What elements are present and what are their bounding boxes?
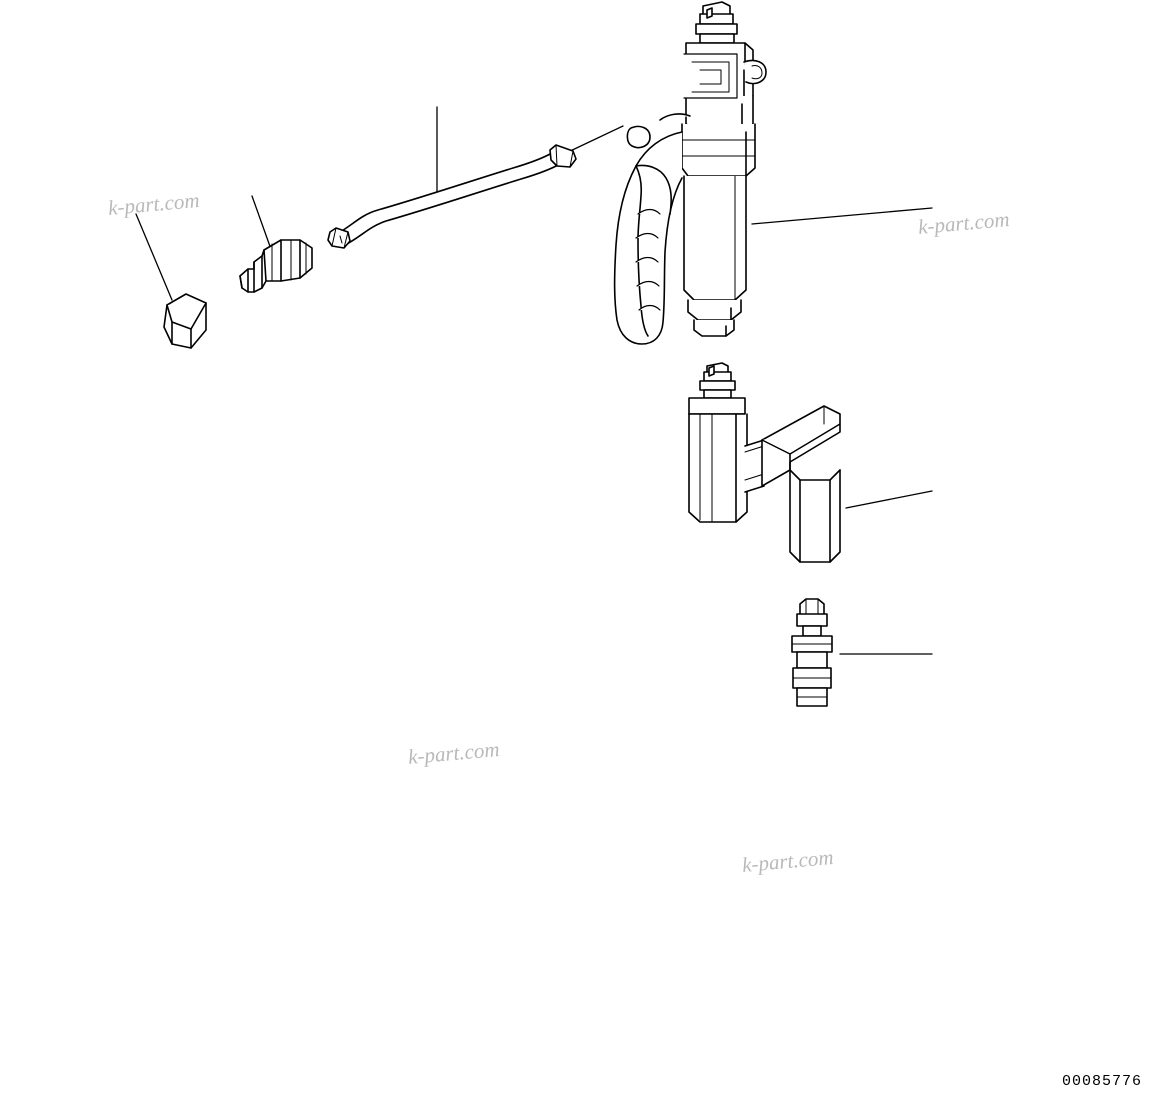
- grease-gun-body-with-pistol-grip: [615, 2, 766, 344]
- protective-cap: [164, 294, 206, 348]
- leader-to-nozzle: [252, 196, 272, 252]
- flexible-grease-hose: [328, 145, 576, 248]
- coupler-fitting: [792, 599, 832, 706]
- leader-lines: [136, 107, 932, 654]
- leader-to-protective-cap: [136, 214, 172, 300]
- figure-number: 00085776: [1061, 1073, 1142, 1090]
- lever-handle-assembly: [689, 363, 840, 562]
- leader-to-lever-handle: [846, 491, 932, 508]
- leader-to-gun-body: [752, 208, 932, 224]
- watermark: k-part.com: [407, 737, 501, 769]
- watermark: k-part.com: [917, 207, 1011, 239]
- hose-coupler-nozzle: [240, 240, 312, 292]
- leader-to-gun-body-hinge: [566, 126, 623, 153]
- watermark: k-part.com: [741, 845, 835, 877]
- watermark: k-part.com: [107, 188, 201, 220]
